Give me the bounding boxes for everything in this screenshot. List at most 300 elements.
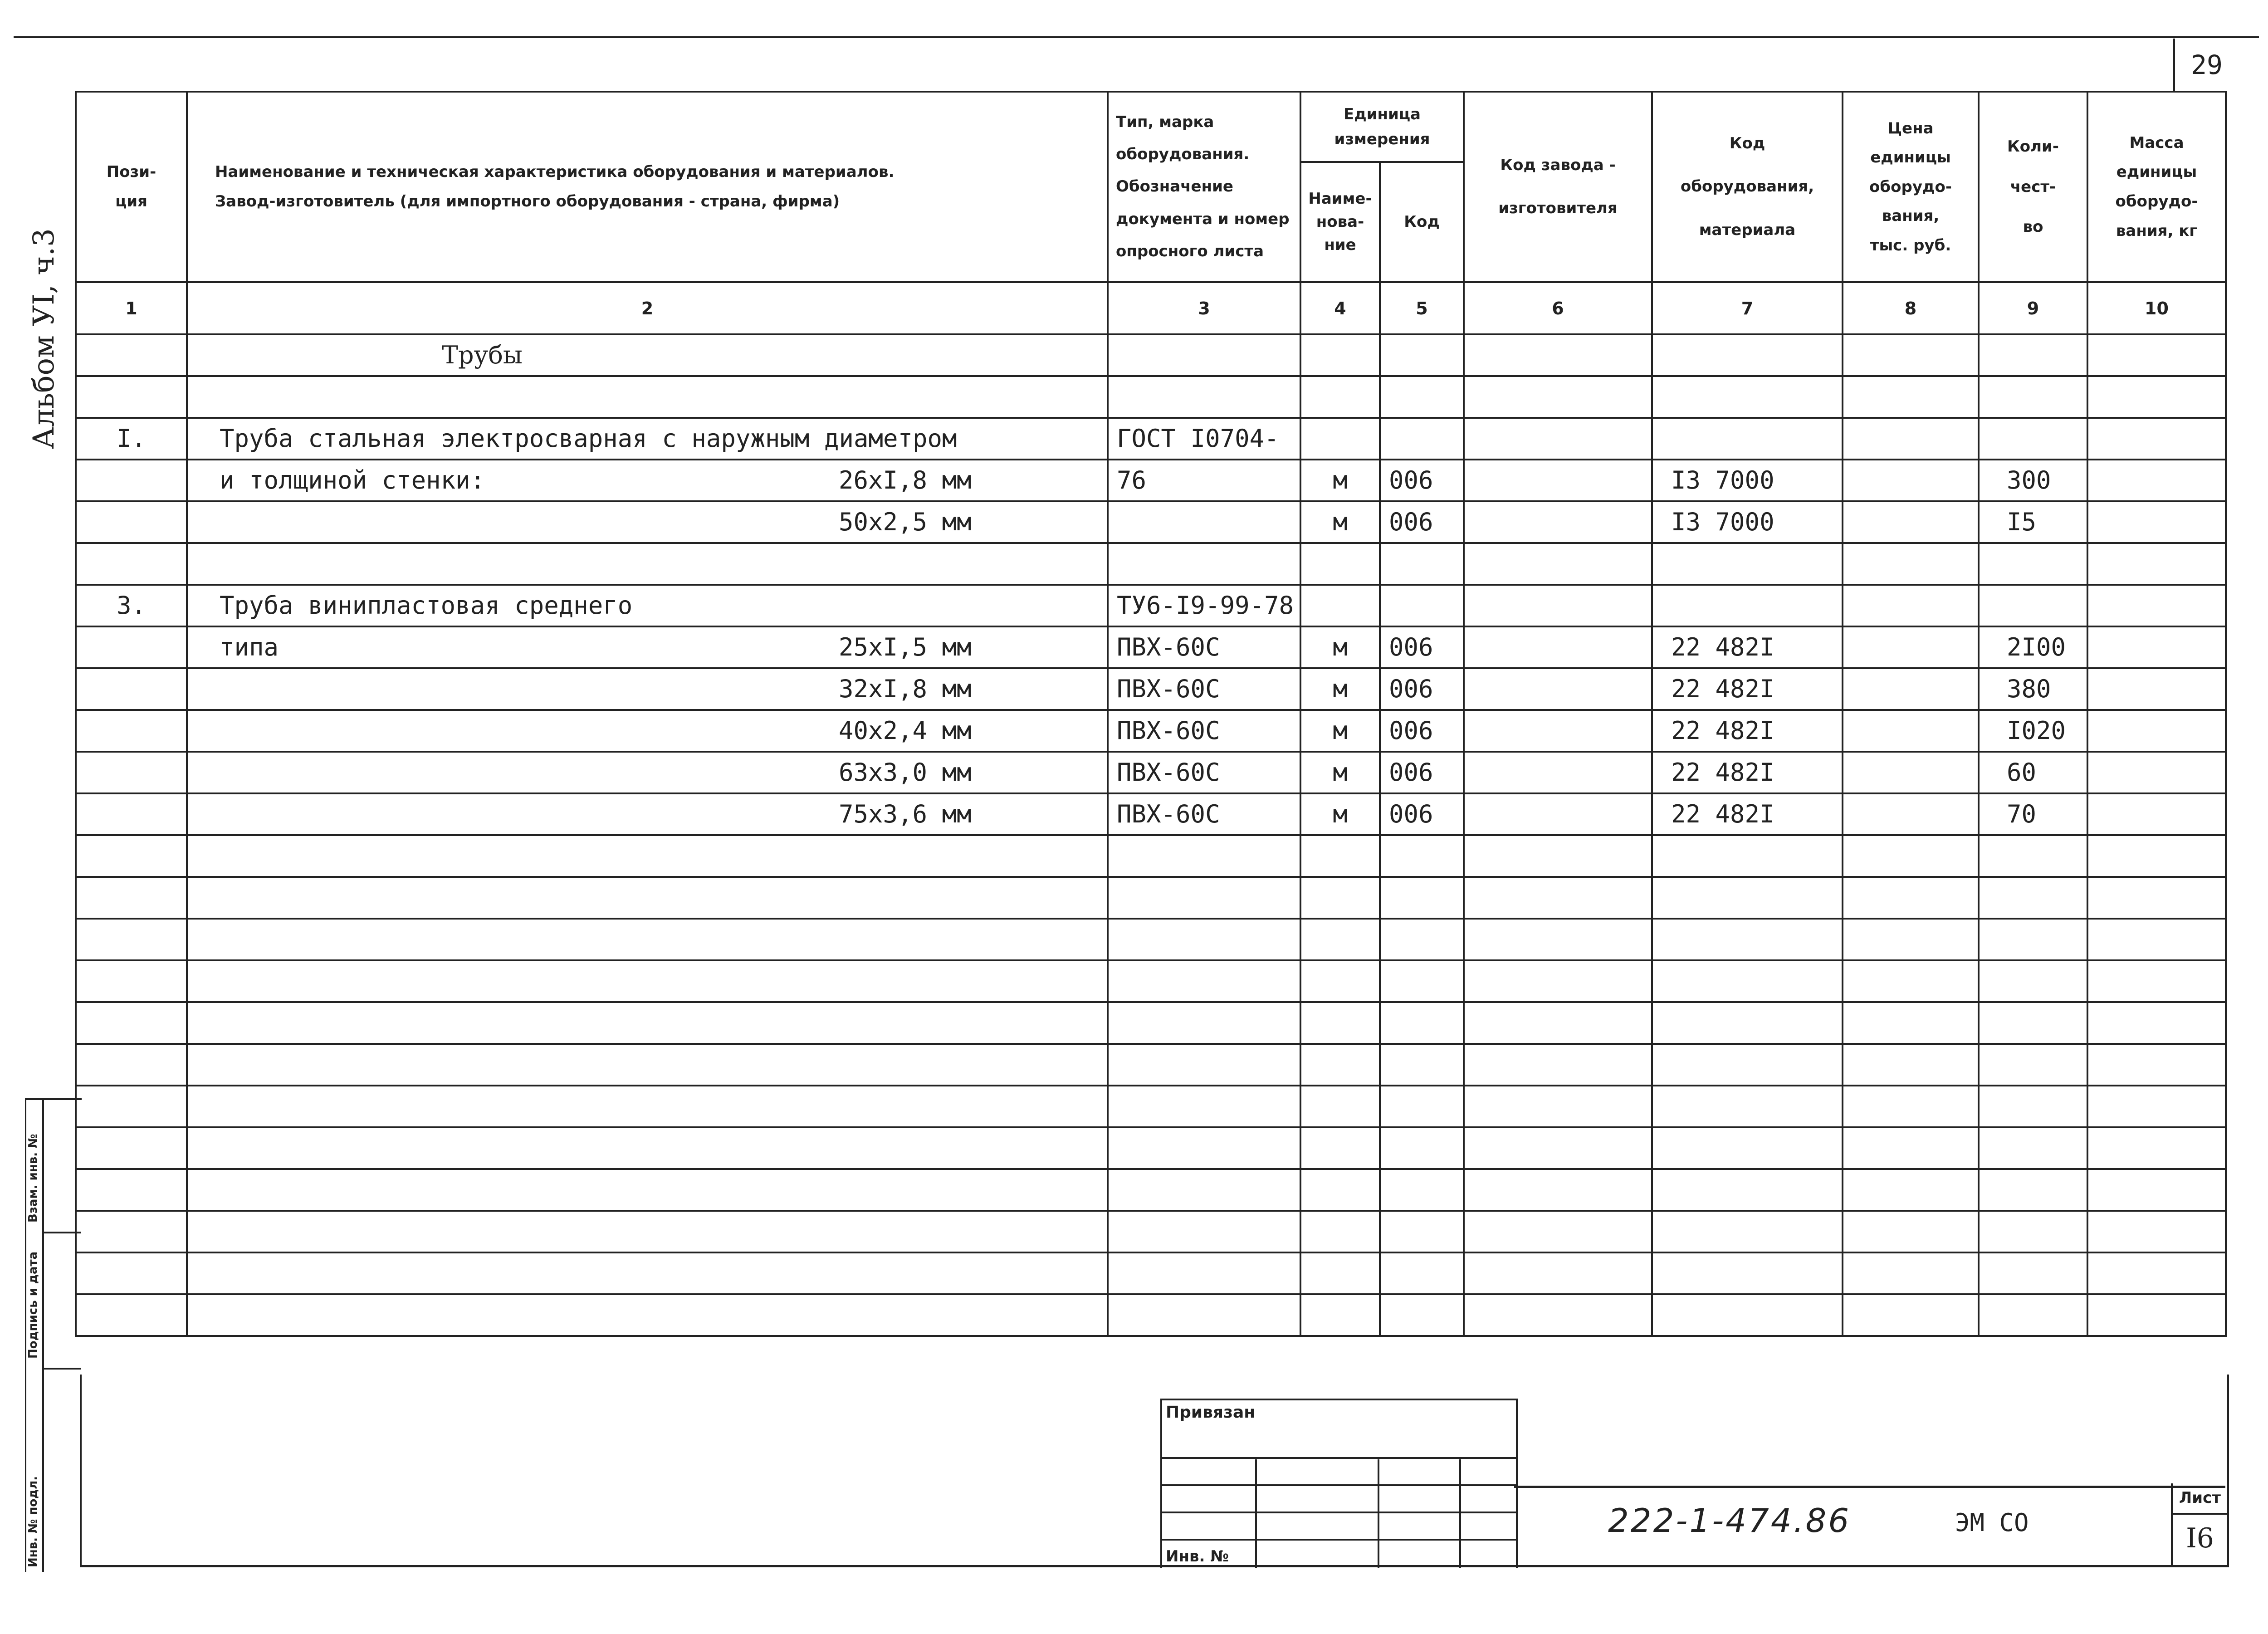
empty-cell	[2087, 376, 2226, 418]
empty-cell	[1652, 1086, 1843, 1127]
empty-cell	[76, 877, 187, 919]
empty-cell	[1652, 1169, 1843, 1211]
row-name-cell	[187, 585, 1108, 626]
empty-cell	[2087, 1044, 2226, 1086]
row-position	[76, 626, 187, 668]
row-name-cell	[187, 501, 1108, 543]
empty-cell	[1843, 1086, 1979, 1127]
empty-cell	[1464, 668, 1652, 710]
empty-cell	[1979, 1294, 2087, 1336]
empty-cell	[76, 960, 187, 1002]
row-unit-code	[1380, 543, 1464, 585]
row-unit: м	[1300, 793, 1380, 835]
empty-cell	[187, 1044, 1108, 1086]
empty-cell	[1843, 1002, 1979, 1044]
empty-cell	[1300, 1086, 1380, 1127]
empty-cell	[1843, 460, 1979, 501]
row-position	[76, 668, 187, 710]
empty-cell	[2087, 835, 2226, 877]
empty-cell	[2087, 1086, 2226, 1127]
sheet-box	[2171, 1483, 2227, 1565]
empty-cell	[1464, 460, 1652, 501]
column-number-row	[76, 282, 2226, 334]
row-type	[1108, 501, 1300, 543]
empty-cell	[2087, 793, 2226, 835]
empty-cell	[187, 1211, 1108, 1252]
empty-cell	[1380, 1086, 1464, 1127]
row-type: ТУ6-I9-99-78	[1108, 585, 1300, 626]
row-unit-code: 006	[1380, 626, 1464, 668]
empty-cell	[1464, 1211, 1652, 1252]
empty-cell	[1652, 835, 1843, 877]
header-position: Пози- ция	[76, 92, 187, 282]
empty-cell	[1380, 960, 1464, 1002]
empty-cell	[1979, 1211, 2087, 1252]
empty-cell	[2087, 1211, 2226, 1252]
row-unit-code: 006	[1380, 501, 1464, 543]
empty-cell	[1300, 1127, 1380, 1169]
stamp-label-replace-inv: Взам. инв. №	[26, 1134, 40, 1223]
empty-cell	[1464, 1127, 1652, 1169]
row-equipment-code: 22 482I	[1652, 752, 1843, 793]
empty-cell	[1464, 376, 1652, 418]
blank-row	[76, 1169, 2226, 1211]
empty-cell	[2087, 1294, 2226, 1336]
empty-cell	[1464, 1252, 1652, 1294]
row-name-cell	[187, 626, 1108, 668]
empty-cell	[1979, 877, 2087, 919]
empty-cell	[76, 1086, 187, 1127]
table-row	[76, 752, 2226, 793]
empty-cell	[76, 1294, 187, 1336]
section-heading-row	[76, 334, 2226, 376]
row-equipment-code: 22 482I	[1652, 793, 1843, 835]
row-unit: м	[1300, 668, 1380, 710]
header-name	[187, 92, 1108, 282]
table-row	[76, 418, 2226, 460]
column-number: 7	[1652, 282, 1843, 334]
row-equipment-code: 22 482I	[1652, 626, 1843, 668]
row-equipment-code: 22 482I	[1652, 668, 1843, 710]
blank-row	[76, 960, 2226, 1002]
row-unit: м	[1300, 752, 1380, 793]
side-album-title: Альбом УI, ч.3	[27, 228, 61, 449]
empty-cell	[1108, 1252, 1300, 1294]
empty-cell	[2087, 919, 2226, 960]
empty-cell	[1843, 1169, 1979, 1211]
empty-cell	[1380, 835, 1464, 877]
row-type: ПВХ-60С	[1108, 793, 1300, 835]
row-unit	[1300, 585, 1380, 626]
empty-cell	[1300, 1002, 1380, 1044]
empty-cell	[1843, 960, 1979, 1002]
empty-cell	[1464, 1169, 1652, 1211]
empty-cell	[1380, 1294, 1464, 1336]
empty-cell	[1380, 1169, 1464, 1211]
empty-cell	[1108, 1169, 1300, 1211]
empty-cell	[1843, 1252, 1979, 1294]
empty-cell	[1979, 1086, 2087, 1127]
empty-cell	[1979, 1169, 2087, 1211]
blank-row	[76, 1002, 2226, 1044]
bottom-frame	[80, 1375, 2229, 1567]
empty-cell	[187, 1252, 1108, 1294]
row-type: ГОСТ I0704-	[1108, 418, 1300, 460]
row-name-cell	[187, 752, 1108, 793]
page-number: 29	[2173, 39, 2239, 91]
empty-cell	[2087, 1127, 2226, 1169]
empty-cell	[2087, 1169, 2226, 1211]
empty-cell	[1464, 543, 1652, 585]
row-position	[76, 501, 187, 543]
empty-cell	[1300, 1169, 1380, 1211]
row-quantity	[1979, 543, 2087, 585]
empty-cell	[1843, 1294, 1979, 1336]
row-unit: м	[1300, 501, 1380, 543]
blank-row	[76, 1044, 2226, 1086]
empty-cell	[1300, 1294, 1380, 1336]
row-position	[76, 793, 187, 835]
row-dimension: 50х2,5 мм	[839, 508, 972, 536]
empty-cell	[1464, 793, 1652, 835]
empty-cell	[1108, 1127, 1300, 1169]
row-type: 76	[1108, 460, 1300, 501]
empty-cell	[2087, 752, 2226, 793]
empty-cell	[1464, 960, 1652, 1002]
empty-cell	[1464, 1044, 1652, 1086]
row-unit	[1300, 376, 1380, 418]
empty-cell	[1108, 877, 1300, 919]
row-unit-code: 006	[1380, 460, 1464, 501]
row-equipment-code	[1652, 543, 1843, 585]
row-quantity: 2I00	[1979, 626, 2087, 668]
empty-cell	[1843, 501, 1979, 543]
empty-cell	[1464, 1086, 1652, 1127]
blank-row	[76, 919, 2226, 960]
blank-row	[76, 877, 2226, 919]
column-number: 9	[1979, 282, 2087, 334]
empty-cell	[1843, 1211, 1979, 1252]
empty-cell	[2087, 710, 2226, 752]
row-name: и толщиной стенки:	[220, 466, 485, 494]
empty-cell	[1300, 1211, 1380, 1252]
empty-cell	[1979, 835, 2087, 877]
header-quantity: Коли-чест-во	[1979, 92, 2087, 282]
row-unit	[1300, 418, 1380, 460]
row-name-cell	[187, 793, 1108, 835]
row-quantity	[1979, 585, 2087, 626]
empty-cell	[2087, 877, 2226, 919]
empty-cell	[1979, 919, 2087, 960]
empty-cell	[1652, 1044, 1843, 1086]
empty-cell	[76, 1002, 187, 1044]
row-type: ПВХ-60С	[1108, 710, 1300, 752]
empty-cell	[1300, 919, 1380, 960]
empty-cell	[1108, 960, 1300, 1002]
empty-cell	[1380, 1002, 1464, 1044]
row-name-cell	[187, 376, 1108, 418]
specification-table	[75, 91, 2227, 1337]
empty-cell	[1843, 710, 1979, 752]
header-unit-name: Наиме-нова-ние	[1300, 162, 1380, 282]
empty-cell	[1464, 1002, 1652, 1044]
empty-cell	[1108, 1044, 1300, 1086]
empty-cell	[1464, 835, 1652, 877]
row-type: ПВХ-60С	[1108, 626, 1300, 668]
row-unit-code: 006	[1380, 752, 1464, 793]
document-code: 222-1-474.86	[1608, 1502, 1851, 1540]
header-price: Цена единицы оборудо-вания, тыс. руб.	[1843, 92, 1979, 282]
empty-cell	[1300, 1252, 1380, 1294]
row-name-cell	[187, 668, 1108, 710]
empty-cell	[1843, 585, 1979, 626]
empty-cell	[1300, 1044, 1380, 1086]
header-mass: Масса единицы оборудо-вания, кг	[2087, 92, 2226, 282]
empty-cell	[1652, 877, 1843, 919]
row-quantity: 70	[1979, 793, 2087, 835]
empty-cell	[2087, 460, 2226, 501]
row-quantity: 60	[1979, 752, 2087, 793]
row-type: ПВХ-60С	[1108, 668, 1300, 710]
empty-cell	[187, 1169, 1108, 1211]
empty-cell	[1464, 501, 1652, 543]
row-position	[76, 543, 187, 585]
empty-cell	[1843, 626, 1979, 668]
row-unit	[1300, 543, 1380, 585]
column-number: 5	[1380, 282, 1464, 334]
empty-cell	[187, 960, 1108, 1002]
row-unit-code	[1380, 585, 1464, 626]
empty-cell	[1464, 585, 1652, 626]
table-row	[76, 501, 2226, 543]
row-unit-code: 006	[1380, 793, 1464, 835]
empty-cell	[1380, 919, 1464, 960]
empty-cell	[187, 1294, 1108, 1336]
empty-cell	[1843, 376, 1979, 418]
sheet-number: I6	[2186, 1522, 2214, 1554]
row-equipment-code	[1652, 585, 1843, 626]
empty-cell	[2087, 668, 2226, 710]
attached-label: Привязан	[1166, 1403, 1256, 1422]
empty-cell	[76, 835, 187, 877]
row-dimension: 75х3,6 мм	[839, 800, 972, 828]
empty-cell	[1380, 1044, 1464, 1086]
column-number: 4	[1300, 282, 1380, 334]
blank-row	[76, 1294, 2226, 1336]
empty-cell	[76, 1044, 187, 1086]
blank-row	[76, 1127, 2226, 1169]
empty-cell	[2087, 1252, 2226, 1294]
empty-cell	[1464, 877, 1652, 919]
row-position	[76, 376, 187, 418]
row-dimension: 32хI,8 мм	[839, 675, 972, 703]
header-manufacturer-code: Код завода - изготовителя	[1464, 92, 1652, 282]
row-unit: м	[1300, 626, 1380, 668]
column-number: 1	[76, 282, 187, 334]
row-name: Труба стальная электросварная с наружным диаметром	[220, 424, 957, 453]
row-unit-code: 006	[1380, 668, 1464, 710]
stamp-label-inv-original: Инв. № подл.	[26, 1476, 40, 1567]
empty-cell	[187, 1127, 1108, 1169]
empty-cell	[1843, 877, 1979, 919]
empty-cell	[1464, 919, 1652, 960]
table-row	[76, 376, 2226, 418]
empty-cell	[76, 919, 187, 960]
empty-cell	[2087, 543, 2226, 585]
empty-cell	[76, 1127, 187, 1169]
header-name-line2: Завод-изготовитель (для импортного оборудования - страна, фирма)	[215, 192, 840, 210]
row-equipment-code	[1652, 418, 1843, 460]
empty-cell	[1380, 877, 1464, 919]
empty-cell	[1464, 710, 1652, 752]
empty-cell	[76, 1211, 187, 1252]
header-unit-group: Единица измерения	[1300, 92, 1464, 162]
row-dimension: 25хI,5 мм	[839, 633, 972, 661]
empty-cell	[1108, 835, 1300, 877]
empty-cell	[1380, 1252, 1464, 1294]
row-quantity	[1979, 376, 2087, 418]
column-number: 6	[1464, 282, 1652, 334]
empty-cell	[187, 1086, 1108, 1127]
blank-row	[76, 1252, 2226, 1294]
empty-cell	[1652, 1252, 1843, 1294]
row-position: I.	[76, 418, 187, 460]
row-type: ПВХ-60С	[1108, 752, 1300, 793]
sheet-label: Лист	[2173, 1483, 2227, 1515]
row-quantity: I5	[1979, 501, 2087, 543]
empty-cell	[187, 877, 1108, 919]
empty-cell	[1843, 1044, 1979, 1086]
row-equipment-code: I3 7000	[1652, 460, 1843, 501]
column-number: 2	[187, 282, 1108, 334]
table-row	[76, 668, 2226, 710]
row-name-cell	[187, 710, 1108, 752]
column-number: 3	[1108, 282, 1300, 334]
row-name: Труба винипластовая среднего	[220, 591, 633, 620]
title-block-line	[1514, 1486, 2225, 1488]
row-unit: м	[1300, 460, 1380, 501]
empty-cell	[1464, 752, 1652, 793]
empty-cell	[1979, 1044, 2087, 1086]
empty-cell	[1108, 1294, 1300, 1336]
row-equipment-code: 22 482I	[1652, 710, 1843, 752]
empty-cell	[1843, 543, 1979, 585]
empty-cell	[1652, 919, 1843, 960]
row-position	[76, 460, 187, 501]
row-name-cell	[187, 460, 1108, 501]
empty-cell	[187, 919, 1108, 960]
row-position	[76, 752, 187, 793]
table-row	[76, 543, 2226, 585]
row-dimension: 26хI,8 мм	[839, 466, 972, 494]
empty-cell	[2087, 585, 2226, 626]
attached-stamp-box	[1160, 1399, 1518, 1568]
row-dimension: 40х2,4 мм	[839, 716, 972, 745]
empty-cell	[1300, 835, 1380, 877]
stamp-label-signature-date: Подпись и дата	[26, 1251, 40, 1359]
empty-cell	[187, 1002, 1108, 1044]
empty-cell	[1464, 418, 1652, 460]
row-unit-code: 006	[1380, 710, 1464, 752]
empty-cell	[2087, 418, 2226, 460]
empty-cell	[1843, 919, 1979, 960]
empty-cell	[2087, 626, 2226, 668]
row-name-cell	[187, 418, 1108, 460]
header-name-line1: Наименование и техническая характеристика оборудования и материалов.	[215, 163, 894, 181]
document-suffix: ЭМ СО	[1955, 1508, 2029, 1537]
table-row	[76, 793, 2226, 835]
table-row	[76, 460, 2226, 501]
empty-cell	[1843, 1127, 1979, 1169]
column-number: 10	[2087, 282, 2226, 334]
empty-cell	[1300, 877, 1380, 919]
row-dimension: 63х3,0 мм	[839, 758, 972, 787]
row-quantity	[1979, 418, 2087, 460]
empty-cell	[187, 835, 1108, 877]
header-type: Тип, марка оборудования. Обозначение документа и номер опросного листа	[1108, 92, 1300, 282]
table-row	[76, 710, 2226, 752]
empty-cell	[1108, 1211, 1300, 1252]
row-quantity: 300	[1979, 460, 2087, 501]
row-type	[1108, 543, 1300, 585]
empty-cell	[1843, 752, 1979, 793]
empty-cell	[1380, 1127, 1464, 1169]
empty-cell	[76, 1169, 187, 1211]
blank-row	[76, 1211, 2226, 1252]
section-title: Трубы	[187, 334, 1108, 376]
empty-cell	[1464, 626, 1652, 668]
table-row	[76, 626, 2226, 668]
row-quantity: I020	[1979, 710, 2087, 752]
row-equipment-code: I3 7000	[1652, 501, 1843, 543]
empty-cell	[1979, 1002, 2087, 1044]
empty-cell	[1108, 1086, 1300, 1127]
row-type	[1108, 376, 1300, 418]
row-name: типа	[220, 633, 279, 661]
empty-cell	[2087, 960, 2226, 1002]
empty-cell	[1108, 919, 1300, 960]
empty-cell	[1652, 1211, 1843, 1252]
empty-cell	[1843, 418, 1979, 460]
empty-cell	[1843, 793, 1979, 835]
empty-cell	[1380, 1211, 1464, 1252]
empty-cell	[1300, 960, 1380, 1002]
empty-cell	[1108, 1002, 1300, 1044]
empty-cell	[1843, 668, 1979, 710]
row-quantity: 380	[1979, 668, 2087, 710]
row-unit-code	[1380, 376, 1464, 418]
column-number: 8	[1843, 282, 1979, 334]
blank-row	[76, 1086, 2226, 1127]
row-position	[76, 710, 187, 752]
row-unit: м	[1300, 710, 1380, 752]
inventory-label: Инв. №	[1166, 1547, 1229, 1566]
row-name-cell	[187, 543, 1108, 585]
empty-cell	[1843, 835, 1979, 877]
empty-cell	[1652, 1002, 1843, 1044]
empty-cell	[1979, 960, 2087, 1002]
top-border-line	[14, 36, 2259, 38]
empty-cell	[1979, 1252, 2087, 1294]
empty-cell	[1979, 1127, 2087, 1169]
header-equipment-code: Код оборудования, материала	[1652, 92, 1843, 282]
empty-cell	[2087, 501, 2226, 543]
empty-cell	[2087, 1002, 2226, 1044]
blank-row	[76, 835, 2226, 877]
empty-cell	[76, 1252, 187, 1294]
row-unit-code	[1380, 418, 1464, 460]
row-equipment-code	[1652, 376, 1843, 418]
